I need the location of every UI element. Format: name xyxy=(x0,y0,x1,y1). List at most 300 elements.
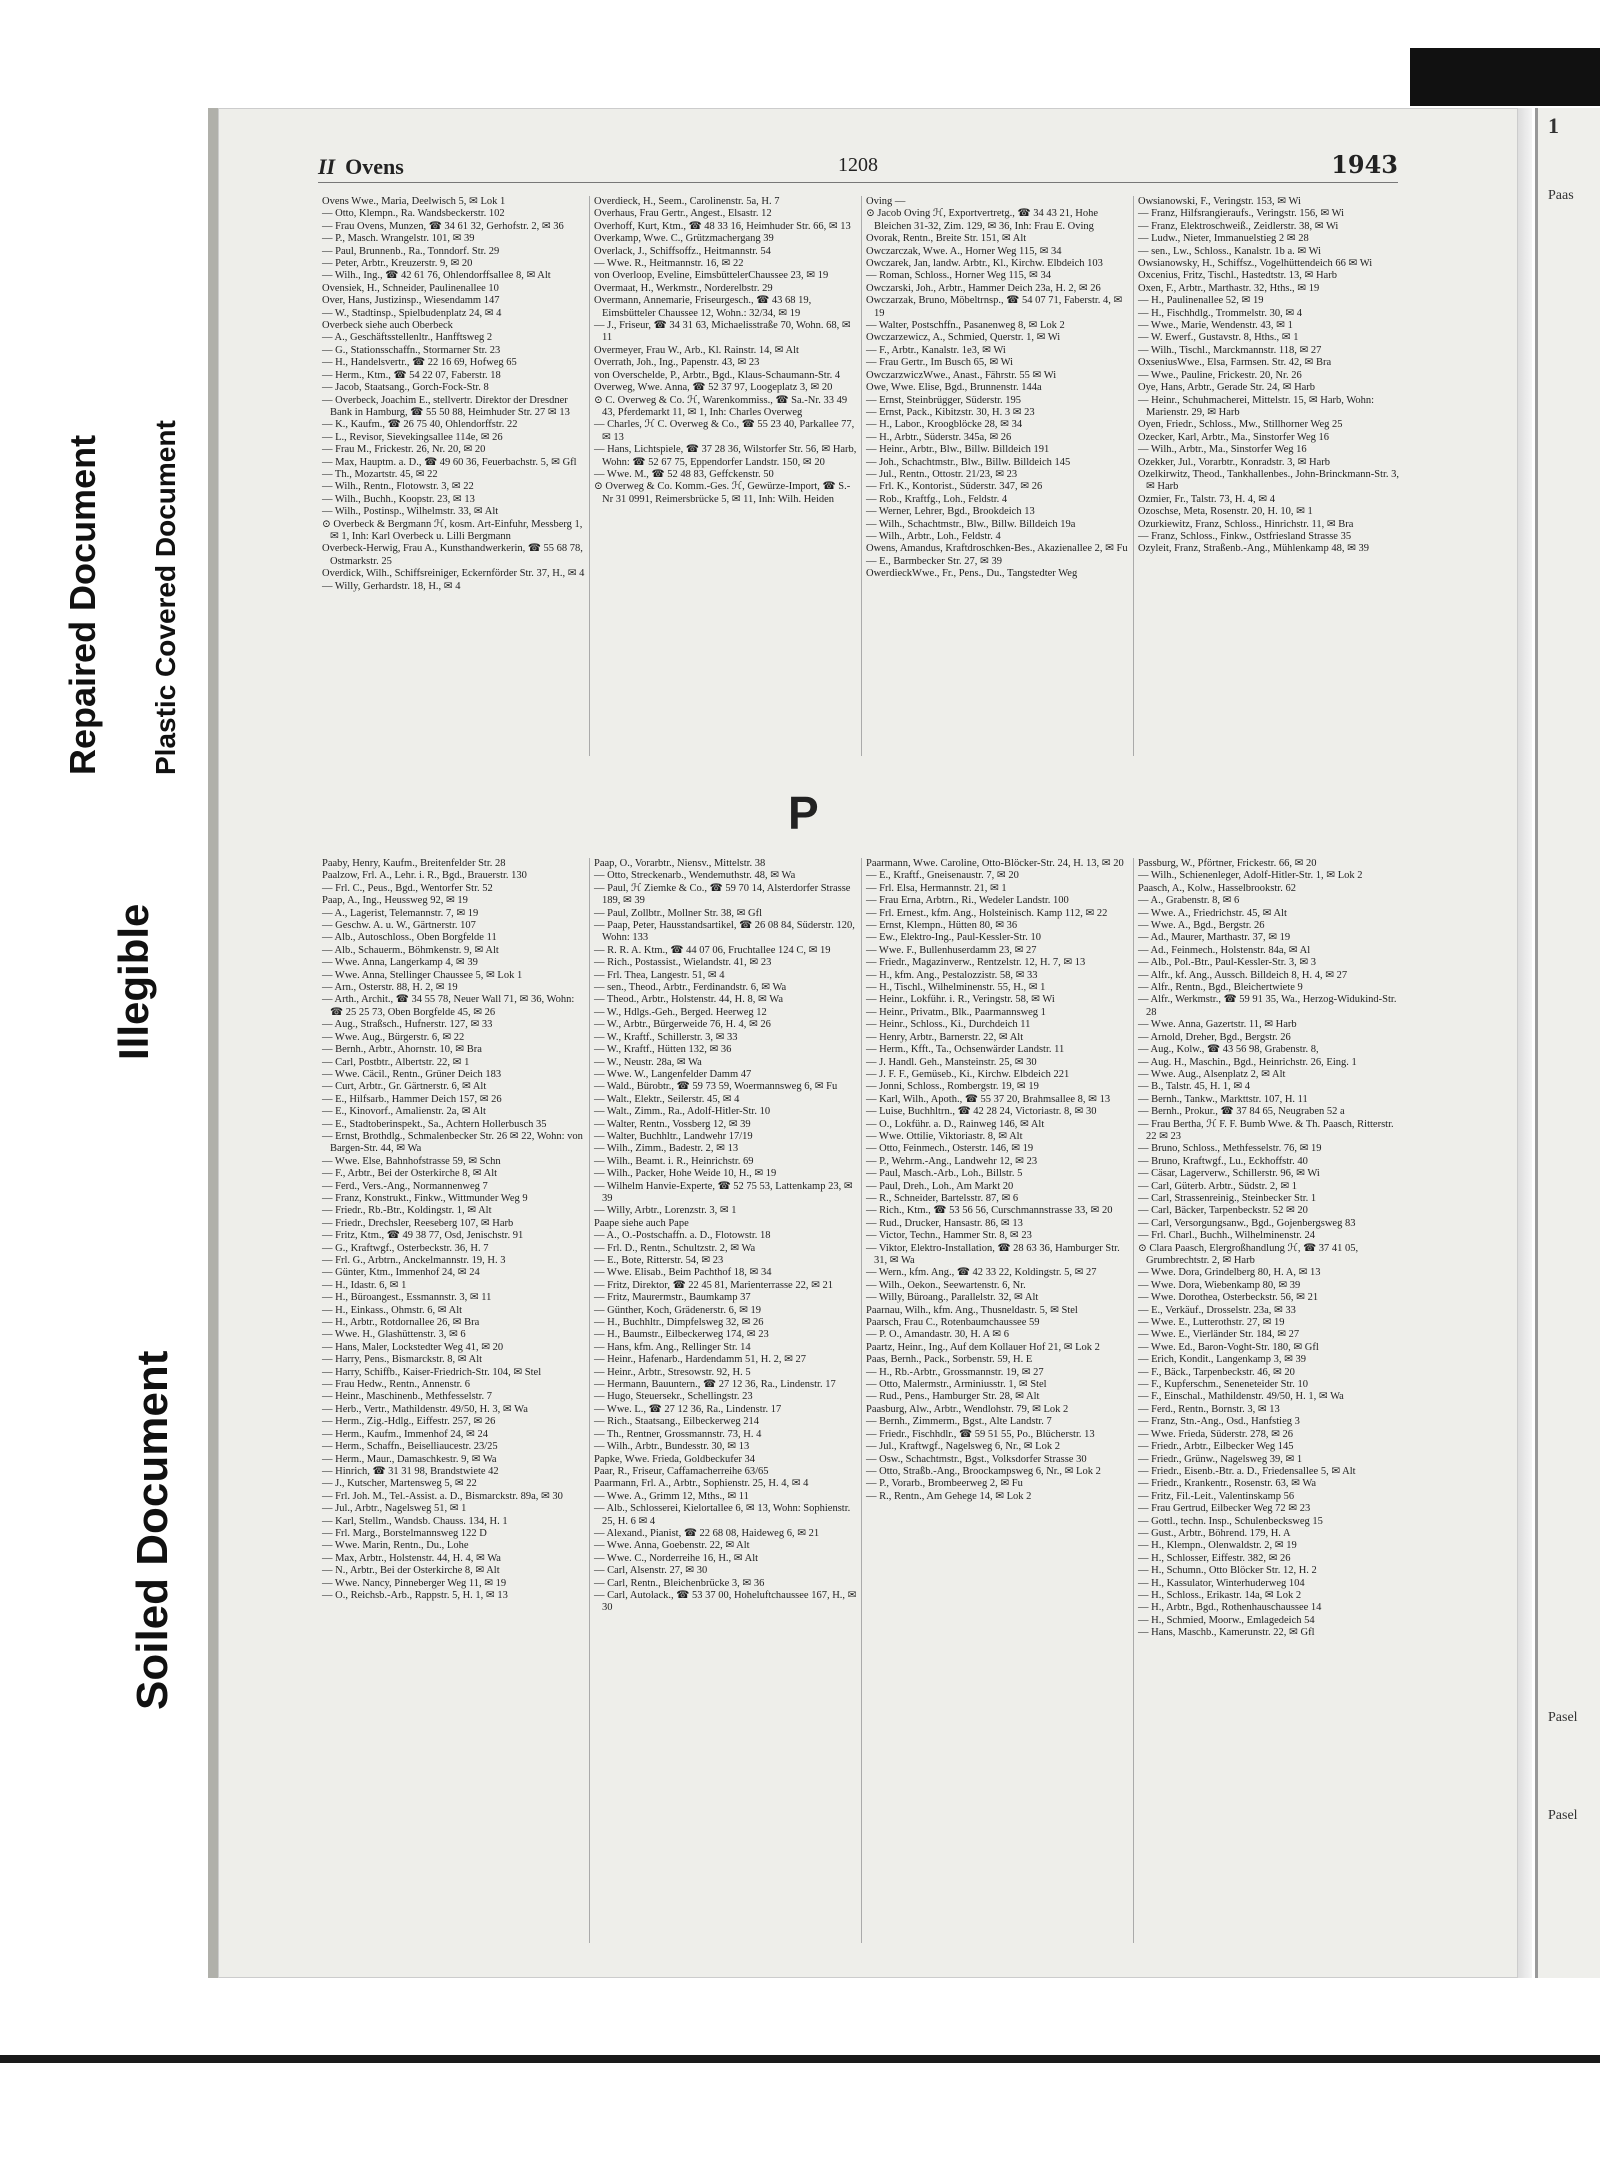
directory-entry: — Rich., Staatsang., Eilbeckerweg 214 xyxy=(594,1416,760,1428)
directory-entry: — Wwe., Marie, Wendenstr. 43, ✉ 1 xyxy=(1138,320,1293,332)
directory-entry: Over, Hans, Justizinsp., Wiesendamm 147 xyxy=(322,295,500,307)
directory-entry: — Carl, Postbtr., Albertstr. 22, ✉ 1 xyxy=(322,1056,470,1068)
directory-entry: Oving — xyxy=(866,196,906,207)
directory-entry: — H., Buchhltr., Dimpfelsweg 32, ✉ 26 xyxy=(594,1317,764,1329)
directory-entry: — Fritz, Direktor, ☎ 22 45 81, Marienterrasse 22, ✉ 21 xyxy=(594,1279,833,1291)
directory-entry: — Frau Erna, Arbtrn., Ri., Wedeler Landstr. 100 xyxy=(866,895,1069,907)
directory-entry: — Jul., Kraftwgf., Nagelsweg 6, Nr., ✉ Lok 2 xyxy=(866,1441,1060,1453)
directory-entry: — Ferd., Rentn., Bornstr. 3, ✉ 13 xyxy=(1138,1403,1280,1415)
directory-entry: — Wern., kfm. Ang., ☎ 42 33 22, Koldingstr. 5, ✉ 27 xyxy=(866,1267,1097,1279)
directory-entry: Ozurkiewitz, Franz, Schloss., Hinrichstr. 11, ✉ Bra xyxy=(1138,518,1354,530)
directory-entry: — Wwe. Aug., Alsenplatz 2, ✉ Alt xyxy=(1138,1068,1286,1080)
directory-entry: — Wwe. Anna, Langerkamp 4, ✉ 39 xyxy=(322,957,478,969)
directory-entry: — K., Kaufm., ☎ 26 75 40, Ohlendorffstr. 22 xyxy=(322,419,518,431)
directory-entry: — Th., Rentner, Grossmannstr. 73, H. 4 xyxy=(594,1428,762,1440)
directory-entry: — Walt., Zimm., Ra., Adolf-Hitler-Str. 10 xyxy=(594,1106,771,1118)
directory-entry: — Arn., Osterstr. 88, H. 2, ✉ 19 xyxy=(322,982,458,994)
directory-entry: — P., Vorarb., Brombeerweg 2, ✉ Fu xyxy=(866,1478,1023,1490)
directory-entry: — W., Arbtr., Bürgerweide 76, H. 4, ✉ 26 xyxy=(594,1019,771,1031)
directory-entry: — sen., Lw., Schloss., Kanalstr. 1b a. ✉ Wi xyxy=(1138,245,1322,257)
directory-entry: Paasburg, Alw., Arbtr., Wendlohstr. 79, ✉ Lok 2 xyxy=(866,1403,1069,1415)
directory-entry: — Hans, Maschb., Kamerunstr. 22, ✉ Gfl xyxy=(1138,1627,1315,1639)
directory-entry: — Peter, Arbtr., Kreuzerstr. 9, ✉ 20 xyxy=(322,258,473,270)
directory-entry: — F., Einschal., Mathildenstr. 49/50, H. 1, ✉ Wa xyxy=(1138,1391,1344,1403)
directory-entry: Owe, Wwe. Elise, Bgd., Brunnenstr. 144a xyxy=(866,382,1042,394)
directory-entry: — H., Idastr. 6, ✉ 1 xyxy=(322,1279,407,1291)
directory-entry: — Willy, Gerhardstr. 18, H., ✉ 4 xyxy=(322,580,461,592)
directory-entry: — Joh., Schachtmstr., Blw., Billw. Billdeich 145 xyxy=(866,456,1071,468)
directory-entry: — F., Bäck., Tarpenbeckstr. 46, ✉ 20 xyxy=(1138,1366,1295,1378)
directory-entry: Paap, O., Vorarbtr., Niensv., Mittelstr. 38 xyxy=(594,858,766,869)
top-column-4 xyxy=(1134,196,1406,756)
directory-entry: — Harry, Pens., Bismarckstr. 8, ✉ Alt xyxy=(322,1354,483,1366)
directory-entry: — Wwe. Dora, Wiebenkamp 80, ✉ 39 xyxy=(1138,1279,1301,1291)
directory-entry: — Wilh., Zimm., Badestr. 2, ✉ 13 xyxy=(594,1143,739,1155)
directory-entry: — Frau Bertha, ℋ F. F. Bumb Wwe. & Th. Paasch, Ritterstr. 22 ✉ 23 xyxy=(1138,1118,1394,1142)
directory-entry: — E., Bote, Ritterstr. 54, ✉ 23 xyxy=(594,1255,724,1266)
directory-entry: — Curt, Arbtr., Gr. Gärtnerstr. 6, ✉ Alt xyxy=(322,1081,487,1093)
directory-entry: — Herm., Schaffn., Beiselliaucestr. 23/25 xyxy=(322,1441,498,1453)
directory-entry: — Frl. Ernest., kfm. Ang., Holsteinisch. Kamp 112, ✉ 22 xyxy=(866,907,1108,919)
directory-entry: — Heinr., Lokführ. i. R., Veringstr. 58, ✉ Wi xyxy=(866,994,1055,1006)
directory-entry: — Willy, Büroang., Parallelstr. 32, ✉ Alt xyxy=(866,1292,1039,1304)
directory-entry: — Gottl., techn. Insp., Schulenbecksweg 15 xyxy=(1138,1515,1323,1527)
directory-entry: — Hans, Maler, Lockstedter Weg 41, ✉ 20 xyxy=(322,1341,504,1353)
directory-entry: — Wwe. Else, Bahnhofstrasse 59, ✉ Schn xyxy=(322,1155,501,1167)
directory-entry: — Fritz, Fil.-Leit., Valentinskamp 56 xyxy=(1138,1490,1295,1502)
directory-entry: Overmaat, H., Werkmstr., Norderelbstr. 29 xyxy=(594,282,773,294)
directory-entry: — H., Arbtr., Süderstr. 345a, ✉ 26 xyxy=(866,431,1012,443)
directory-entry: — H., Einkass., Ohmstr. 6, ✉ Alt xyxy=(322,1304,463,1316)
directory-entry: — Wilh., Beamt. i. R., Heinrichstr. 69 xyxy=(594,1155,754,1167)
directory-entry: — Wwe. Ottilie, Viktoriastr. 8, ✉ Alt xyxy=(866,1130,1023,1142)
directory-entry: — O., Reichsb.-Arb., Rappstr. 5, H. 1, ✉ 13 xyxy=(322,1589,508,1601)
directory-entry: — H., Schmied, Moorw., Emlagedeich 54 xyxy=(1138,1614,1315,1626)
directory-entry: — Franz, Stn.-Ang., Osd., Hanfstieg 3 xyxy=(1138,1416,1300,1428)
directory-entry: Paaby, Henry, Kaufm., Breitenfelder Str. 28 xyxy=(322,858,506,869)
directory-entry: — Wilh., Arbtr., Loh., Feldstr. 4 xyxy=(866,530,1001,542)
directory-entry: von Overschelde, P., Arbtr., Bgd., Klaus-Schaumann-Str. 4 xyxy=(594,369,841,381)
directory-entry: — Wwe. R., Heitmannstr. 16, ✉ 22 xyxy=(594,258,744,270)
label-soiled-document: Soiled Document xyxy=(128,1350,177,1710)
page-number: 1208 xyxy=(838,154,878,176)
directory-entry: — Hinrich, ☎ 31 31 98, Brandstwiete 42 xyxy=(322,1465,499,1477)
directory-entry: — Bernh., Arbtr., Ahornstr. 10, ✉ Bra xyxy=(322,1044,482,1056)
directory-entry: — Wwe. Ed., Baron-Voght-Str. 180, ✉ Gfl xyxy=(1138,1341,1319,1353)
directory-entry: ⊙ C. Overweg & Co. ℋ, Warenkommiss., ☎ Sa.-Nr. 33 49 43, Pferdemarkt 11, ✉ 1, Inh: Charles Overweg xyxy=(594,394,848,418)
top-columns xyxy=(318,196,1408,756)
directory-entry: — F., Arbtr., Kanalstr. 1e3, ✉ Wi xyxy=(866,344,1006,356)
directory-entry: — Henry, Arbtr., Barnerstr. 22, ✉ Alt xyxy=(866,1031,1024,1043)
directory-entry: — Frau Hedw., Rentn., Annenstr. 6 xyxy=(322,1379,471,1391)
directory-entry: — Ludw., Nieter, Immanuelstieg 2 ✉ 28 xyxy=(1138,233,1309,245)
directory-entry: — Rud., Drucker, Hansastr. 86, ✉ 13 xyxy=(866,1217,1023,1229)
directory-entry: — Karl, Wilh., Apoth., ☎ 55 37 20, Brahmsallee 8, ✉ 13 xyxy=(866,1093,1111,1105)
section-letter: P xyxy=(788,787,819,839)
directory-entry: — Harry, Schiffb., Kaiser-Friedrich-Str. 104, ✉ Stel xyxy=(322,1366,542,1378)
directory-entry: — Herb., Vertr., Mathildenstr. 49/50, H. 3, ✉ Wa xyxy=(322,1403,528,1415)
directory-entry: — Alb., Schauerm., Böhmkenstr. 9, ✉ Alt xyxy=(322,944,499,956)
directory-entry: Overlack, J., Schiffsoffz., Heitmannstr. 54 xyxy=(594,245,771,257)
directory-entry: — R., Schneider, Bartelsstr. 87, ✉ 6 xyxy=(866,1192,1019,1204)
directory-entry: Paap, A., Ing., Heussweg 92, ✉ 19 xyxy=(322,895,468,907)
directory-entry: — W., Stadtinsp., Spielbudenplatz 24, ✉ 4 xyxy=(322,307,502,319)
directory-entry: — Ad., Maurer, Marthastr. 37, ✉ 19 xyxy=(1138,932,1291,944)
directory-entry: — Karl, Stellm., Wandsb. Chauss. 134, H. 1 xyxy=(322,1515,508,1527)
directory-entry: — Jul., Arbtr., Nagelsweg 51, ✉ 1 xyxy=(322,1503,467,1515)
directory-entry: Overweg, Wwe. Anna, ☎ 52 37 97, Loogeplatz 3, ✉ 20 xyxy=(594,382,833,394)
directory-entry: — Wwe. E., Lutterothstr. 27, ✉ 19 xyxy=(1138,1317,1285,1329)
directory-entry: — W. Ewerf., Gustavstr. 8, Hths., ✉ 1 xyxy=(1138,332,1299,344)
directory-entry: — A., O.-Postschaffn. a. D., Flotowstr. 18 xyxy=(594,1230,771,1242)
directory-entry: — Bernh., Prokur., ☎ 37 84 65, Neugraben 52 a xyxy=(1138,1106,1345,1118)
directory-entry: Overmeyer, Frau W., Arb., Kl. Rainstr. 14, ✉ Alt xyxy=(594,344,799,356)
directory-entry: — Heinr., Maschinenb., Methfesselstr. 7 xyxy=(322,1391,493,1403)
directory-entry: — Wwe. Anna, Goebenstr. 22, ✉ Alt xyxy=(594,1540,750,1552)
directory-entry: — Wwe. L., ☎ 27 12 36, Ra., Lindenstr. 17 xyxy=(594,1403,782,1415)
directory-entry: — Wwe. Frieda, Süderstr. 278, ✉ 26 xyxy=(1138,1428,1294,1440)
directory-entry: — H., Arbtr., Bgd., Rothenhauschaussee 14 xyxy=(1138,1602,1322,1614)
directory-entry: — Carl, Versorgungsanw., Bgd., Gojenbergsweg 83 xyxy=(1138,1217,1356,1229)
directory-entry: Oye, Hans, Arbtr., Gerade Str. 24, ✉ Harb xyxy=(1138,382,1316,394)
directory-entry: — H., Handelsvertr., ☎ 22 16 69, Hofweg 65 xyxy=(322,357,517,369)
directory-entry: — Friedr., Drechsler, Reeseberg 107, ✉ Harb xyxy=(322,1217,514,1229)
directory-entry: — Wwe. W., Langenfelder Damm 47 xyxy=(594,1068,752,1080)
directory-entry: — Wwe. A., Bgd., Bergstr. 26 xyxy=(1138,920,1265,932)
directory-entry: — H., Schloss., Erikastr. 14a, ✉ Lok 2 xyxy=(1138,1589,1302,1601)
directory-entry: — Frl. Joh. M., Tel.-Assist. a. D., Bismarckstr. 89a, ✉ 30 xyxy=(322,1490,563,1502)
directory-entry: — Friedr., Eisenb.-Btr. a. D., Friedensallee 5, ✉ Alt xyxy=(1138,1465,1356,1477)
directory-entry: — G., Kraftwgf., Osterbeckstr. 36, H. 7 xyxy=(322,1242,489,1254)
directory-entry: — Paul, Masch.-Arb., Loh., Billstr. 5 xyxy=(866,1168,1023,1180)
directory-entry: — Frl. Marg., Borstelmannsweg 122 D xyxy=(322,1527,487,1539)
directory-entry: — Wilh., Postinsp., Wilhelmstr. 33, ✉ Alt xyxy=(322,506,499,518)
directory-entry: Overhoff, Kurt, Ktm., ☎ 48 33 16, Heimhuder Str. 66, ✉ 13 xyxy=(594,220,851,232)
directory-entry: — Wwe. E., Vierländer Str. 184, ✉ 27 xyxy=(1138,1329,1300,1341)
directory-entry: — Heinr., Arbtr., Stresowstr. 92, H. 5 xyxy=(594,1366,751,1378)
next-page-fragment: 1 xyxy=(1548,113,1559,138)
directory-entry: — Arth., Archit., ☎ 34 55 78, Neuer Wall 71, ✉ 36, Wohn: ☎ 25 25 73, Oben Borgfelde 45, ✉ 26 xyxy=(322,994,575,1018)
directory-entry: — J., Friseur, ☎ 34 31 63, Michaelisstraße 70, Wohn. 68, ✉ 11 xyxy=(594,320,851,344)
directory-entry: — Paul, Dreh., Loh., Am Markt 20 xyxy=(866,1180,1014,1192)
bottom-column-1 xyxy=(318,858,590,1943)
directory-entry: — P. O., Amandastr. 30, H. A ✉ 6 xyxy=(866,1329,1009,1341)
directory-entry: — Rud., Pens., Hamburger Str. 28, ✉ Alt xyxy=(866,1391,1040,1403)
directory-entry: — W., Kraftf., Schillerstr. 3, ✉ 33 xyxy=(594,1031,738,1043)
directory-entry: Ozecker, Karl, Arbtr., Ma., Sinstorfer Weg 16 xyxy=(1138,431,1329,443)
directory-entry: Owczarczak, Wwe. A., Horner Weg 115, ✉ 34 xyxy=(866,245,1062,257)
directory-entry: — Heinr., Privatm., Blk., Paarmannsweg 1 xyxy=(866,1006,1046,1018)
directory-entry: — O., Lokführ. a. D., Rainweg 146, ✉ Alt xyxy=(866,1118,1045,1130)
directory-entry: — Jul., Rentn., Ottostr. 21/23, ✉ 23 xyxy=(866,468,1018,480)
directory-entry: — Franz, Elektroschweiß., Zeidlerstr. 38, ✉ Wi xyxy=(1138,220,1339,232)
directory-entry: — Max, Arbtr., Holstenstr. 44, H. 4, ✉ Wa xyxy=(322,1552,501,1564)
directory-entry: — P., Masch. Wrangelstr. 101, ✉ 39 xyxy=(322,233,475,245)
directory-entry: — H., Rb.-Arbtr., Grossmannstr. 19, ✉ 27 xyxy=(866,1366,1044,1378)
directory-entry: — Wwe. Marin, Rentn., Du., Lohe xyxy=(322,1540,469,1552)
directory-entry: Owsianowski, F., Veringstr. 153, ✉ Wi xyxy=(1138,196,1301,207)
directory-entry: — Wilh., Arbtr., Ma., Sinstorfer Weg 16 xyxy=(1138,444,1307,456)
bottom-columns xyxy=(318,858,1408,1943)
directory-entry: ⊙ Overweg & Co. Komm.-Ges. ℋ, Gewürze-Import, ☎ S.-Nr 31 0991, Reimersbrücke 5, ✉ 11, Inh: Wilh. Heiden xyxy=(594,481,851,505)
directory-entry: — Wwe. H., Glashüttenstr. 3, ✉ 6 xyxy=(322,1329,466,1341)
directory-entry: — Heinr., Schuhmacherei, Mittelstr. 15, ✉ Harb, Wohn: Marienstr. 29, ✉ Harb xyxy=(1138,394,1375,418)
directory-entry: — Frau M., Frickestr. 26, Nr. 20, ✉ 20 xyxy=(322,444,486,456)
directory-entry: — Rob., Kraftfg., Loh., Feldstr. 4 xyxy=(866,493,1008,505)
header-left xyxy=(318,154,404,180)
directory-entry: — Werner, Lehrer, Bgd., Brookdeich 13 xyxy=(866,506,1035,518)
directory-entry: — A., Grabenstr. 8, ✉ 6 xyxy=(1138,895,1240,907)
directory-entry: Ovens Wwe., Maria, Deelwisch 5, ✉ Lok 1 xyxy=(322,196,506,207)
directory-entry: — A., Geschäftsstellenltr., Hanfftsweg 2 xyxy=(322,332,493,344)
directory-entry: — Wwe., Pauline, Frickestr. 20, Nr. 26 xyxy=(1138,369,1302,381)
directory-entry: — W., Kraftf., Hütten 132, ✉ 36 xyxy=(594,1044,732,1056)
directory-entry: — G., Stationsschaffn., Stormarner Str. 23 xyxy=(322,344,501,356)
directory-entry: Paas, Bernh., Pack., Sorbenstr. 59, H. E xyxy=(866,1354,1033,1366)
directory-entry: Passburg, W., Pförtner, Frickestr. 66, ✉ 20 xyxy=(1138,858,1317,869)
directory-entry: — Carl, Güterb. Arbtr., Südstr. 2, ✉ 1 xyxy=(1138,1180,1298,1192)
directory-entry: — Alfr., Werkmstr., ☎ 59 91 35, Wa., Herzog-Widukind-Str. 28 xyxy=(1138,994,1397,1018)
directory-entry: — Wilh., Tischl., Marckmannstr. 118, ✉ 27 xyxy=(1138,344,1322,356)
directory-entry: — Carl, Alsenstr. 27, ✉ 30 xyxy=(594,1565,708,1577)
directory-entry: — Wilhelm Hanvie-Experte, ☎ 52 75 53, Lattenkamp 23, ✉ 39 xyxy=(594,1180,853,1204)
directory-entry: — sen., Theod., Arbtr., Ferdinandstr. 6, ✉ Wa xyxy=(594,982,787,994)
directory-entry: — Walter, Postschffn., Pasanenweg 8, ✉ Lok 2 xyxy=(866,320,1065,332)
directory-entry: — J. Handl. Geh., Mansteinstr. 25, ✉ 30 xyxy=(866,1056,1037,1068)
directory-entry: — Walt., Elektr., Seilerstr. 45, ✉ 4 xyxy=(594,1093,740,1105)
directory-entry: — Wwe. Dora, Grindelberg 80, H. A, ✉ 13 xyxy=(1138,1267,1321,1279)
directory-entry: — Rich., Ktm., ☎ 53 56 56, Curschmannstrasse 33, ✉ 20 xyxy=(866,1205,1113,1217)
directory-entry: Ozyleit, Franz, Straßenb.-Ang., Mühlenkamp 48, ✉ 39 xyxy=(1138,543,1370,555)
directory-entry: — Bruno, Schloss., Methfesselstr. 76, ✉ 19 xyxy=(1138,1143,1322,1155)
directory-entry: — E., Verkäuf., Drosselstr. 23a, ✉ 33 xyxy=(1138,1304,1296,1316)
directory-entry: — H., Baumstr., Eilbeckerweg 174, ✉ 23 xyxy=(594,1329,769,1341)
directory-entry: — Bernh., Tankw., Markttstr. 107, H. 11 xyxy=(1138,1093,1308,1105)
directory-entry: — Th., Mozartstr. 45, ✉ 22 xyxy=(322,468,438,480)
directory-entry: OwczarzwiczWwe., Anast., Fährstr. 55 ✉ Wi xyxy=(866,369,1057,381)
directory-entry: — Alb., Pol.-Btr., Paul-Kessler-Str. 3, ✉ 3 xyxy=(1138,957,1317,969)
directory-entry: — F., Kupferschm., Seneneteider Str. 10 xyxy=(1138,1379,1309,1391)
directory-entry: — H., Büroangest., Essmannstr. 3, ✉ 11 xyxy=(322,1292,492,1304)
directory-entry: — Otto, Streckenarb., Wendemuthstr. 48, ✉ Wa xyxy=(594,870,796,882)
directory-entry: — Heinr., Schloss., Ki., Durchdeich 11 xyxy=(866,1019,1031,1031)
directory-entry: — Wilh., Arbtr., Bundesstr. 30, ✉ 13 xyxy=(594,1441,750,1453)
directory-entry: Overbeck siehe auch Oberbeck xyxy=(322,320,453,332)
directory-entry: — H., Tischl., Wilhelminenstr. 55, H., ✉ 1 xyxy=(866,982,1046,994)
directory-entry: — Frau Gertrud, Eilbecker Weg 72 ✉ 23 xyxy=(1138,1503,1311,1515)
directory-entry: — Paap, Peter, Hausstandsartikel, ☎ 26 08 84, Süderstr. 120, Wohn: 133 xyxy=(594,920,855,944)
directory-entry: — Ferd., Vers.-Ang., Normannenweg 7 xyxy=(322,1180,488,1192)
directory-entry: — Frau Ovens, Munzen, ☎ 34 61 32, Gerhofstr. 2, ✉ 36 xyxy=(322,220,564,232)
directory-entry: — Friedr., Magazinverw., Rentzelstr. 12, H. 7, ✉ 13 xyxy=(866,957,1086,969)
directory-entry: — E., Kinovorf., Amalienstr. 2a, ✉ Alt xyxy=(322,1106,486,1118)
directory-entry: Overdieck, H., Seem., Carolinenstr. 5a, H. 7 xyxy=(594,196,780,207)
directory-entry: — Aug., Straßsch., Hufnerstr. 127, ✉ 33 xyxy=(322,1019,493,1031)
directory-entry: Ozelkirwitz, Theod., Tankhallenbes., John-Brinckmann-Str. 3, ✉ Harb xyxy=(1138,468,1400,493)
directory-entry: — Overbeck, Joachim E., stellvertr. Direktor der Dresdner Bank in Hamburg, ☎ 55 50 88, Heimhuder Str. 27 ✉ 13 xyxy=(322,394,570,418)
directory-entry: — Max, Hauptm. a. D., ☎ 49 60 36, Feuerbachstr. 5, ✉ Gfl xyxy=(322,456,577,468)
directory-entry: OwerdieckWwe., Fr., Pens., Du., Tangstedter Weg xyxy=(866,568,1078,580)
directory-page xyxy=(208,108,1518,1978)
directory-entry: — Friedr., Krankentr., Rosenstr. 63, ✉ Wa xyxy=(1138,1478,1317,1490)
directory-entry: — R., Rentn., Am Gehege 14, ✉ Lok 2 xyxy=(866,1490,1032,1502)
directory-entry: Paasch, A., Kolw., Hasselbrookstr. 62 xyxy=(1138,882,1296,894)
directory-entry: — Friedr., Rb.-Btr., Koldingstr. 1, ✉ Alt xyxy=(322,1205,492,1217)
directory-entry: — Walter, Rentn., Vossberg 12, ✉ 39 xyxy=(594,1118,751,1130)
directory-entry: — Bernh., Zimmerm., Bgst., Alte Landstr. 7 xyxy=(866,1416,1052,1428)
directory-entry: — Wilh., Buchh., Koopstr. 23, ✉ 13 xyxy=(322,493,475,505)
directory-entry: — Alfr., kf. Ang., Aussch. Billdeich 8, H. 4, ✉ 27 xyxy=(1138,969,1348,981)
directory-entry: — Viktor, Elektro-Installation, ☎ 28 63 36, Hamburger Str. 31, ✉ Wa xyxy=(866,1242,1120,1266)
directory-entry: — Jonni, Schloss., Rombergstr. 19, ✉ 19 xyxy=(866,1081,1039,1093)
directory-entry: Ovensiek, H., Schneider, Paulinenallee 10 xyxy=(322,282,499,294)
directory-entry: — Otto, Malermstr., Arminiusstr. 1, ✉ Stel xyxy=(866,1379,1047,1391)
directory-entry: Oyen, Friedr., Schloss., Mw., Stillhorner Weg 25 xyxy=(1138,419,1343,431)
directory-entry: Overdick, Wilh., Schiffsreiniger, Eckernförder Str. 37, H., ✉ 4 xyxy=(322,568,585,580)
directory-entry: — Franz, Konstrukt., Finkw., Wittmunder Weg 9 xyxy=(322,1192,528,1204)
top-column-2 xyxy=(590,196,862,756)
directory-entry: — Frau Gertr., Im Busch 65, ✉ Wi xyxy=(866,357,1013,369)
directory-entry: Oxcenius, Fritz, Tischl., Hastedtstr. 13, ✉ Harb xyxy=(1138,270,1337,282)
directory-entry: Paarmann, Wwe. Caroline, Otto-Blöcker-Str. 24, H. 13, ✉ 20 xyxy=(866,858,1124,869)
directory-entry: — Victor, Techn., Hammer Str. 8, ✉ 23 xyxy=(866,1230,1032,1242)
directory-entry: — N., Arbtr., Bei der Osterkirche 8, ✉ Alt xyxy=(322,1565,500,1577)
directory-entry: — H., Schumn., Otto Blöcker Str. 12, H. 2 xyxy=(1138,1565,1317,1577)
directory-entry: — Friedr., Grünw., Nagelsweg 39, ✉ 1 xyxy=(1138,1453,1303,1465)
page-header xyxy=(318,148,1398,183)
directory-entry: — Erich, Kondit., Langenkamp 3, ✉ 39 xyxy=(1138,1354,1307,1366)
directory-entry: — W., Neustr. 28a, ✉ Wa xyxy=(594,1056,702,1068)
directory-entry: — Charles, ℋ C. Overweg & Co., ☎ 55 23 40, Parkallee 77, ✉ 13 xyxy=(594,419,855,443)
directory-entry: — Ew., Elektro-Ing., Paul-Kessler-Str. 10 xyxy=(866,932,1041,944)
directory-entry: — Theod., Arbtr., Holstenstr. 44, H. 8, ✉ Wa xyxy=(594,994,783,1006)
directory-entry: — Gust., Arbtr., Böhrend. 179, H. A xyxy=(1138,1527,1291,1539)
header-numeral: II xyxy=(318,154,336,179)
directory-entry: — H., kfm. Ang., Pestalozzistr. 58, ✉ 33 xyxy=(866,969,1038,981)
directory-entry: — Frl. Charl., Buchh., Wilhelminenstr. 24 xyxy=(1138,1230,1315,1242)
directory-entry: — H., Schlosser, Eiffestr. 382, ✉ 26 xyxy=(1138,1552,1291,1564)
directory-entry: — Ernst, Brothdlg., Schmalenbecker Str. 26 ✉ 22, Wohn: von Bargen-Str. 44, ✉ Wa xyxy=(322,1130,583,1155)
directory-entry: — Aug., Kolw., ☎ 43 56 98, Grabenstr. 8, xyxy=(1138,1044,1319,1056)
directory-entry: Paarnau, Wilh., kfm. Ang., Thusneldastr. 5, ✉ Stel xyxy=(866,1304,1078,1316)
directory-entry: — Arnold, Dreher, Bgd., Bergstr. 26 xyxy=(1138,1031,1291,1043)
directory-entry: — Alb., Autoschloss., Oben Borgfelde 11 xyxy=(322,932,497,944)
directory-entry: Overrath, Joh., Ing., Papenstr. 43, ✉ 23 xyxy=(594,357,760,369)
directory-entry: — F., Arbtr., Bei der Osterkirche 8, ✉ Alt xyxy=(322,1168,498,1180)
next-page-edge xyxy=(1535,108,1600,1978)
directory-entry: — Wwe. A., Friedrichstr. 45, ✉ Alt xyxy=(1138,907,1287,919)
directory-entry: — Jacob, Staatsang., Gorch-Fock-Str. 8 xyxy=(322,382,489,394)
bottom-column-4 xyxy=(1134,858,1406,1943)
directory-entry: Paartz, Heinr., Ing., Auf dem Kollauer Hof 21, ✉ Lok 2 xyxy=(866,1341,1100,1353)
directory-entry: Paape siehe auch Pape xyxy=(594,1217,689,1229)
directory-entry: — Paul, ℋ Ziemke & Co., ☎ 59 70 14, Alsterdorfer Strasse 189, ✉ 39 xyxy=(594,882,851,907)
directory-entry: — H., Klempn., Olenwaldstr. 2, ✉ 19 xyxy=(1138,1540,1297,1552)
directory-entry: Overbeck-Herwig, Frau A., Kunsthandwerkerin, ☎ 55 68 78, Ostmarkstr. 25 xyxy=(322,543,583,567)
directory-entry: Overkamp, Wwe. C., Grützmachergang 39 xyxy=(594,233,774,245)
directory-entry: — Geschw. A. u. W., Gärtnerstr. 107 xyxy=(322,920,476,932)
directory-entry: — P., Wehrm.-Ang., Landwehr 12, ✉ 23 xyxy=(866,1155,1038,1167)
directory-entry: — Otto, Straßb.-Ang., Broockampsweg 6, Nr., ✉ Lok 2 xyxy=(866,1465,1101,1477)
directory-entry: — Willy, Arbtr., Lorenzstr. 3, ✉ 1 xyxy=(594,1205,737,1217)
directory-entry: — Friedr., Fischhdlr., ☎ 59 51 55, Po., Blücherstr. 13 xyxy=(866,1428,1095,1440)
directory-entry: — Carl, Bäcker, Tarpenbeckstr. 52 ✉ 20 xyxy=(1138,1205,1308,1217)
bottom-column-2 xyxy=(590,858,862,1943)
directory-entry: — Wwe. Anna, Stellinger Chaussee 5, ✉ Lok 1 xyxy=(322,969,523,981)
directory-entry: — Osw., Schachtmstr., Bgst., Volksdorfer Strasse 30 xyxy=(866,1453,1087,1465)
directory-entry: — J., Kutscher, Martensweg 5, ✉ 22 xyxy=(322,1478,477,1490)
directory-entry: — Frl. Thea, Langestr. 51, ✉ 4 xyxy=(594,969,725,981)
directory-entry: — E., Stadtoberinspekt., Sa., Achtern Hollerbusch 35 xyxy=(322,1118,547,1130)
directory-entry: — Wwe. M., ☎ 52 48 83, Geffckenstr. 50 xyxy=(594,468,774,480)
directory-entry: — Herm., Kfft., Ta., Ochsenwärder Landstr. 11 xyxy=(866,1044,1065,1056)
directory-entry: — Günther, Koch, Grädenerstr. 6, ✉ 19 xyxy=(594,1304,762,1316)
directory-entry: — A., Lagerist, Telemannstr. 7, ✉ 19 xyxy=(322,907,479,919)
directory-entry: — Wwe. Nancy, Pinneberger Weg 11, ✉ 19 xyxy=(322,1577,507,1589)
directory-entry: — Paul, Brunnenb., Ra., Tonndorf. Str. 29 xyxy=(322,245,500,257)
directory-entry: Paar, R., Friseur, Caffamacherreihe 63/65 xyxy=(594,1465,769,1477)
directory-entry: — Alb., Schlosserei, Kielortallee 6, ✉ 13, Wohn: Sophienstr. 25, H. 6 ✉ 4 xyxy=(594,1503,851,1527)
side-label-strip xyxy=(0,290,210,1750)
directory-entry: — Alfr., Rentn., Bgd., Bleichertwiete 9 xyxy=(1138,982,1303,994)
directory-entry: — Wwe. C., Norderreihe 16, H., ✉ Alt xyxy=(594,1552,759,1564)
directory-entry: Owczarzewicz, A., Schmied, Querstr. 1, ✉ Wi xyxy=(866,332,1061,344)
directory-entry: Owens, Amandus, Kraftdroschken-Bes., Akazienallee 2, ✉ Fu xyxy=(866,543,1128,555)
directory-entry: — R. R. A. Ktm., ☎ 44 07 06, Fruchtallee 124 C, ✉ 19 xyxy=(594,944,831,956)
directory-entry: ⊙ Clara Paasch, Elergroßhandlung ℋ, ☎ 37 41 05, Grumbrechtstr. 2, ✉ Harb xyxy=(1138,1242,1359,1266)
directory-entry: Owsianowsky, H., Schiffsz., Vogelhüttendeich 66 ✉ Wi xyxy=(1138,258,1373,270)
directory-entry: — Wwe. Cäcil., Rentn., Grüner Deich 183 xyxy=(322,1068,502,1080)
directory-entry: — Wilh., Schachtmstr., Blw., Billw. Billdeich 19a xyxy=(866,518,1076,530)
scan-border-black xyxy=(1410,48,1600,106)
bottom-column-3 xyxy=(862,858,1134,1943)
directory-entry: — Hans, kfm. Ang., Rellinger Str. 14 xyxy=(594,1341,751,1353)
directory-entry: — Hugo, Steuersekr., Schellingstr. 23 xyxy=(594,1391,753,1403)
directory-entry: Owczarzak, Bruno, Möbeltrnsp., ☎ 54 07 71, Faberstr. 4, ✉ 19 xyxy=(866,295,1123,319)
directory-entry: — Wwe. A., Grimm 12, Mths., ✉ 11 xyxy=(594,1490,749,1502)
label-plastic-covered-document: Plastic Covered Document xyxy=(150,420,181,775)
directory-entry: — L., Revisor, Sievekingsallee 114e, ✉ 26 xyxy=(322,431,503,443)
next-page-fragment: Pasel xyxy=(1548,1808,1578,1823)
directory-entry: — Franz, Schloss., Finkw., Ostfriesland Strasse 35 xyxy=(1138,530,1352,542)
directory-entry: Owczarski, Joh., Arbtr., Hammer Deich 23a, H. 2, ✉ 26 xyxy=(866,282,1101,294)
next-page-fragment: Pasel xyxy=(1548,1710,1578,1725)
top-column-1 xyxy=(318,196,590,756)
directory-entry: — Heinr., Arbtr., Blw., Billw. Billdeich 191 xyxy=(866,444,1050,456)
directory-entry: — Rich., Postassist., Wielandstr. 41, ✉ 23 xyxy=(594,957,772,969)
directory-entry: — Aug. H., Maschin., Bgd., Heinrichstr. 26, Eing. 1 xyxy=(1138,1056,1357,1068)
directory-entry: Ovorak, Rentn., Breite Str. 151, ✉ Alt xyxy=(866,233,1027,245)
directory-entry: — Wilh., Rentn., Flotowstr. 3, ✉ 22 xyxy=(322,481,474,493)
directory-entry: Ozoschse, Meta, Rosenstr. 20, H. 10, ✉ 1 xyxy=(1138,506,1313,518)
directory-entry: — Frl. C., Peus., Bgd., Wentorfer Str. 52 xyxy=(322,882,493,894)
label-repaired-document: Repaired Document xyxy=(62,434,103,775)
directory-entry: — H., Paulinenallee 52, ✉ 19 xyxy=(1138,295,1264,307)
directory-entry: — Walter, Buchhltr., Landwehr 17/19 xyxy=(594,1130,753,1142)
directory-entry: — Hermann, Bauuntern., ☎ 27 12 36, Ra., Lindenstr. 17 xyxy=(594,1379,836,1391)
directory-entry: Paalzow, Frl. A., Lehr. i. R., Bgd., Brauerstr. 130 xyxy=(322,870,527,882)
directory-entry: — E., Hilfsarb., Hammer Deich 157, ✉ 26 xyxy=(322,1093,502,1105)
directory-entry: — H., Kassulator, Winterhuderweg 104 xyxy=(1138,1577,1305,1589)
directory-entry: — Wilh., Schienenleger, Adolf-Hitler-Str. 1, ✉ Lok 2 xyxy=(1138,870,1363,882)
directory-entry: — Wilh., Packer, Hohe Weide 10, H., ✉ 19 xyxy=(594,1168,777,1180)
directory-entry: — Wwe. F., Bullenhuserdamm 23, ✉ 27 xyxy=(866,944,1037,956)
directory-entry: Oxen, F., Arbtr., Marthastr. 32, Hths., ✉ 19 xyxy=(1138,282,1320,294)
directory-entry: — Frl. D., Rentn., Schultzstr. 2, ✉ Wa xyxy=(594,1242,756,1254)
directory-entry: Paarsch, Frau C., Rotenbaumchaussee 59 xyxy=(866,1317,1040,1329)
directory-entry: — Günter, Ktm., Immenhof 24, ✉ 24 xyxy=(322,1267,480,1279)
directory-entry: — Alexand., Pianist, ☎ 22 68 08, Haideweg 6, ✉ 21 xyxy=(594,1527,820,1539)
